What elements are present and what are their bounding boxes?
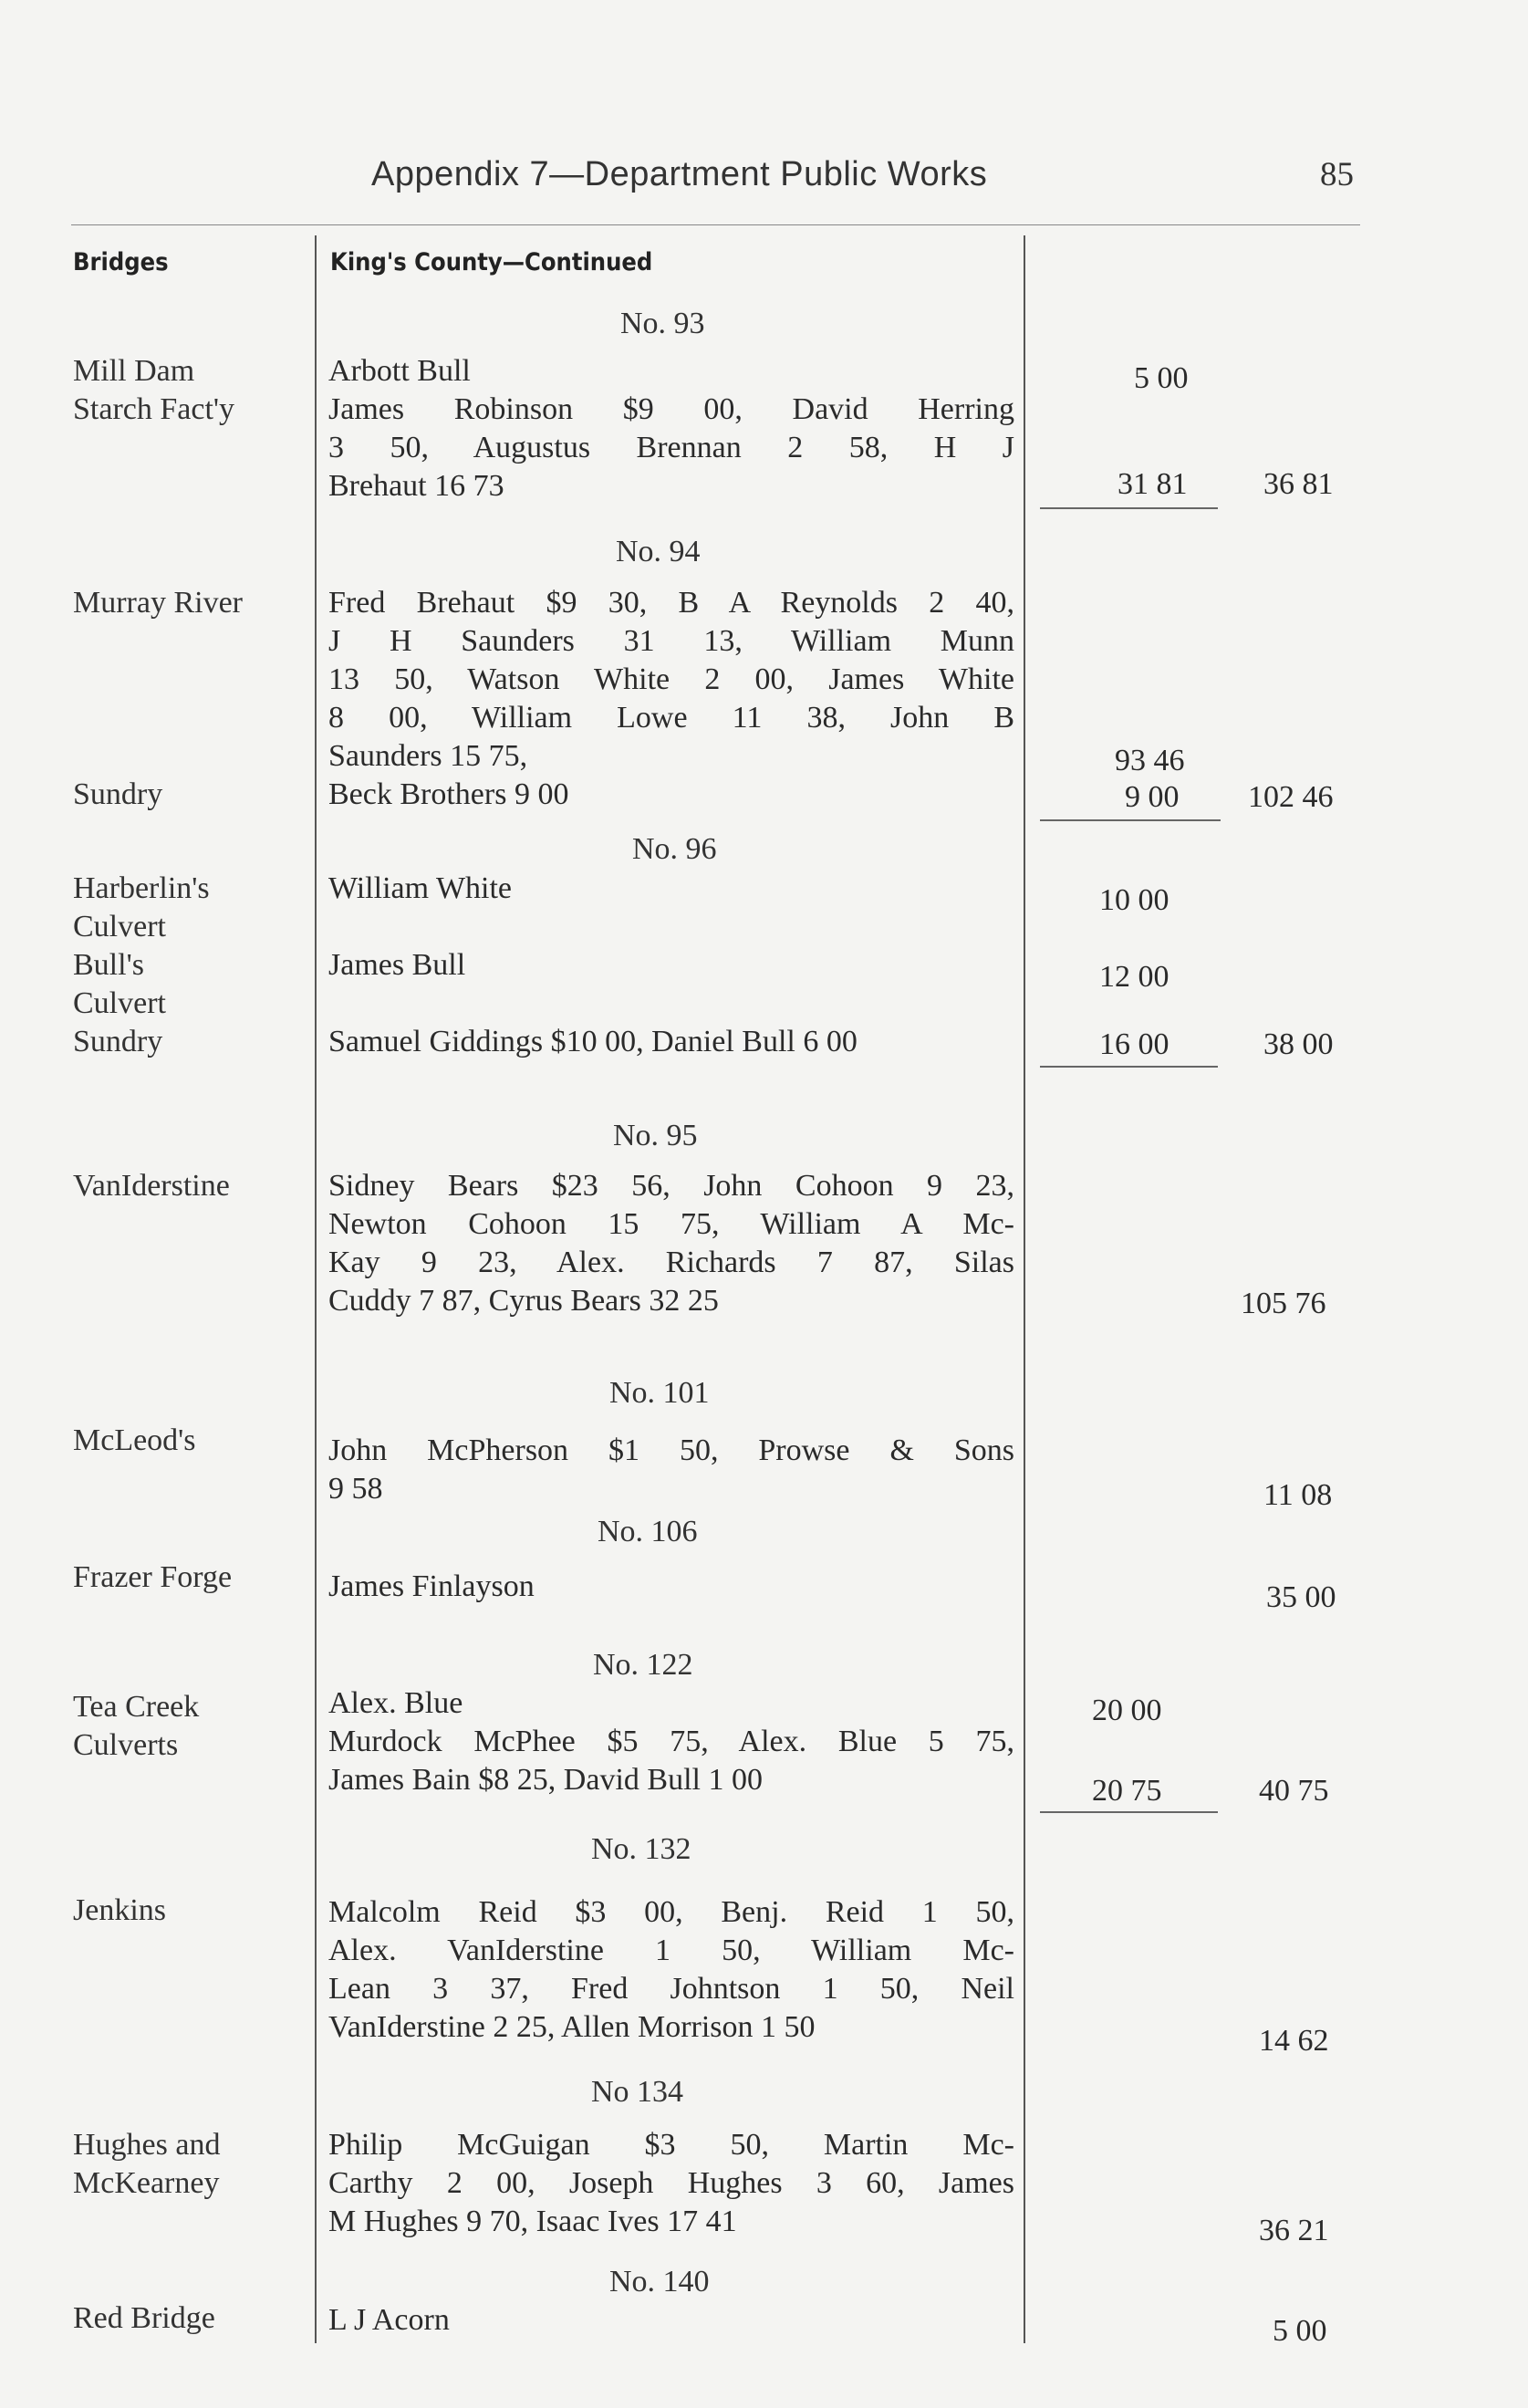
entry-description — [328, 1432, 1014, 1508]
bridge-name: Bull's — [73, 948, 144, 982]
amount: 93 46 — [1115, 744, 1185, 777]
bridge-name: Murray River — [73, 586, 244, 620]
bridge-name: Sundry — [73, 1025, 163, 1058]
contract-number: No. 93 — [620, 307, 705, 340]
entry-total: 11 08 — [1263, 1478, 1333, 1512]
bridge-name: VanIderstine — [73, 1169, 230, 1203]
contract-number: No. 132 — [591, 1832, 691, 1866]
entry-line: Murdock McPhee $5 75, Alex. Blue 5 75, — [328, 1725, 1014, 1758]
contract-number: No. 140 — [609, 2265, 710, 2299]
contract-number: No. 94 — [616, 535, 701, 568]
entry-total: 35 00 — [1266, 1580, 1336, 1614]
entry-line: Malcolm Reid $3 00, Benj. Reid 1 50, — [328, 1895, 1014, 1929]
bridge-name: Hughes and — [73, 2128, 221, 2162]
entry-line: Carthy 2 00, Joseph Hughes 3 60, James — [328, 2166, 1014, 2200]
bridge-name: McLeod's — [73, 1423, 196, 1457]
amount: 9 00 — [1125, 780, 1180, 814]
entry-line: Sidney Bears $23 56, John Cohoon 9 23, — [328, 1169, 1014, 1203]
entry-line: Arbott Bull — [328, 354, 471, 388]
entry-line: Philip McGuigan $3 50, Martin Mc- — [328, 2128, 1014, 2162]
bridge-name: Tea Creek — [73, 1690, 200, 1724]
county-column-heading: King's County—Continued — [330, 248, 653, 276]
amount: 5 00 — [1134, 361, 1189, 395]
entry-line: James Robinson $9 00, David Herring — [328, 392, 1014, 426]
bridge-name: McKearney — [73, 2166, 220, 2200]
contract-number: No 134 — [591, 2075, 684, 2109]
bridge-name: Frazer Forge — [73, 1560, 233, 1594]
entry-line: L J Acorn — [328, 2303, 450, 2337]
entry-line: John McPherson $1 50, Prowse & Sons — [328, 1433, 1014, 1467]
subtotal-rule — [1040, 1811, 1218, 1813]
subtotal-rule — [1040, 819, 1221, 821]
bridge-name: Sundry — [73, 777, 163, 811]
entry-line: 8 00, William Lowe 11 38, John B — [328, 701, 1014, 735]
entry-line: Fred Brehaut $9 30, B A Reynolds 2 40, — [328, 586, 1014, 620]
header-rule — [71, 224, 1360, 225]
contract-number: No. 95 — [613, 1119, 698, 1152]
entry-total: 38 00 — [1263, 1027, 1334, 1061]
column-divider-left — [315, 235, 317, 2343]
entry-line: Lean 3 37, Fred Johntson 1 50, Neil — [328, 1972, 1014, 2006]
bridge-name: Red Bridge — [73, 2301, 215, 2335]
entry-total: 102 46 — [1248, 780, 1334, 814]
entry-line: Newton Cohoon 15 75, William A Mc- — [328, 1207, 1014, 1241]
entry-description — [328, 1684, 1014, 1799]
page-number: 85 — [1320, 156, 1354, 193]
entry-line: Beck Brothers 9 00 — [328, 777, 569, 811]
entry-total: 5 00 — [1273, 2314, 1327, 2348]
entry-line: Cuddy 7 87, Cyrus Bears 32 25 — [328, 1284, 719, 1318]
bridge-name: Starch Fact'y — [73, 392, 235, 426]
entry-line: VanIderstine 2 25, Allen Morrison 1 50 — [328, 2010, 816, 2044]
subtotal-rule — [1040, 507, 1218, 509]
page-title: Appendix 7—Department Public Works — [371, 155, 988, 193]
entry-line: Brehaut 16 73 — [328, 469, 504, 503]
amount: 31 81 — [1117, 467, 1188, 501]
entry-total: 14 62 — [1259, 2024, 1329, 2058]
entry-line: James Bull — [328, 948, 466, 982]
entry-description — [328, 352, 1014, 506]
bridge-name: Jenkins — [73, 1893, 166, 1927]
subtotal-rule — [1040, 1066, 1218, 1068]
entry-description — [328, 584, 1014, 814]
amount: 10 00 — [1099, 883, 1169, 917]
entry-line: 3 50, Augustus Brennan 2 58, H J — [328, 431, 1014, 464]
amount: 20 75 — [1092, 1774, 1162, 1808]
entry-line: Alex. Blue — [328, 1686, 463, 1720]
bridge-name: Culverts — [73, 1728, 179, 1762]
entry-line: Alex. VanIderstine 1 50, William Mc- — [328, 1934, 1014, 1967]
entry-description — [328, 1167, 1014, 1320]
entry-total: 105 76 — [1241, 1287, 1326, 1320]
bridges-column-heading: Bridges — [73, 248, 169, 276]
contract-number: No. 122 — [593, 1648, 693, 1682]
bridge-name: Mill Dam — [73, 354, 195, 388]
column-divider-right — [1024, 235, 1025, 2343]
entry-total: 40 75 — [1259, 1774, 1329, 1808]
entry-total: 36 81 — [1263, 467, 1334, 501]
amount: 20 00 — [1092, 1694, 1162, 1727]
entry-line: Samuel Giddings $10 00, Daniel Bull 6 00 — [328, 1025, 858, 1058]
entry-line: James Finlayson — [328, 1569, 535, 1603]
entry-line: 9 58 — [328, 1472, 383, 1506]
contract-number: No. 96 — [632, 832, 717, 866]
entry-line: M Hughes 9 70, Isaac Ives 17 41 — [328, 2205, 737, 2238]
bridge-name: Harberlin's — [73, 871, 210, 905]
bridge-name: Culvert — [73, 986, 166, 1020]
entry-line: Kay 9 23, Alex. Richards 7 87, Silas — [328, 1246, 1014, 1279]
entry-line: Saunders 15 75, — [328, 739, 528, 773]
entry-line: J H Saunders 31 13, William Munn — [328, 624, 1014, 658]
entry-line: 13 50, Watson White 2 00, James White — [328, 662, 1014, 696]
bridge-name: Culvert — [73, 910, 166, 943]
entry-description — [328, 1893, 1014, 2047]
contract-number: No. 106 — [598, 1515, 698, 1548]
entry-total: 36 21 — [1259, 2214, 1329, 2247]
amount: 12 00 — [1099, 960, 1169, 994]
entry-line: James Bain $8 25, David Bull 1 00 — [328, 1763, 763, 1797]
contract-number: No. 101 — [609, 1376, 710, 1410]
amount: 16 00 — [1099, 1027, 1169, 1061]
entry-description — [328, 2126, 1014, 2241]
entry-line: William White — [328, 871, 513, 905]
